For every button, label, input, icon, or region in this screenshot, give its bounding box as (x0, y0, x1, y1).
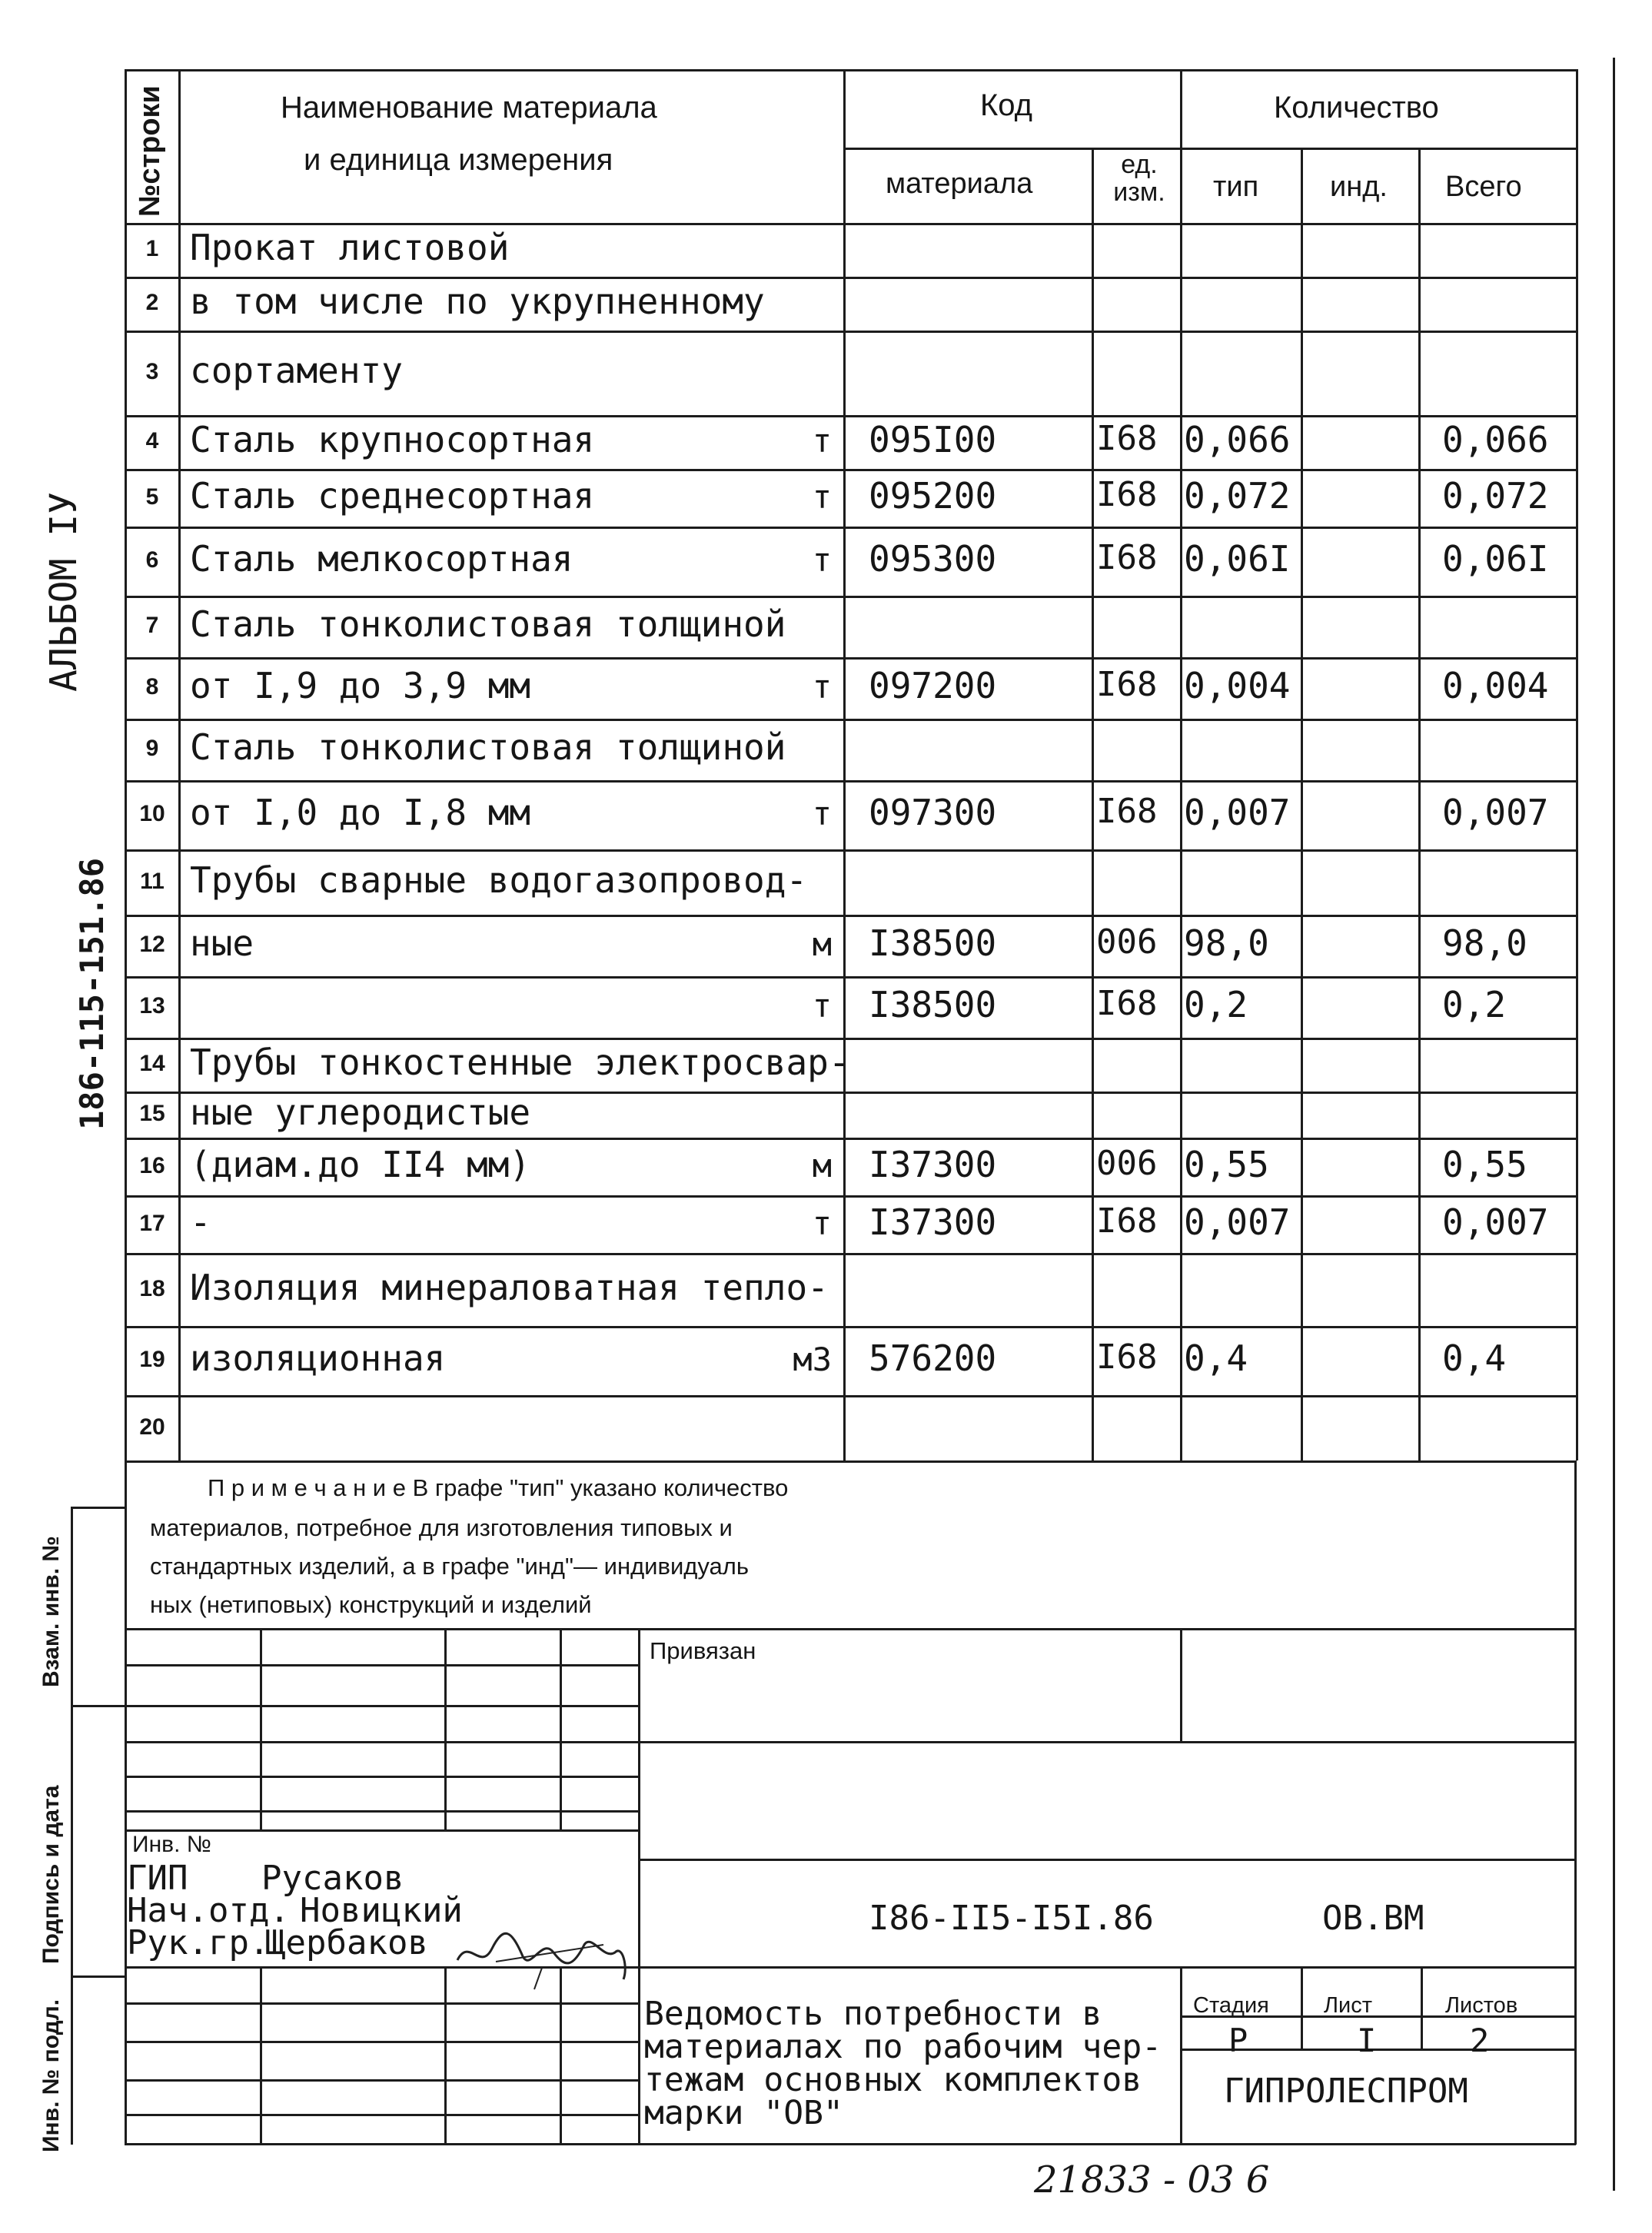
v-line (560, 1628, 562, 1829)
qty-type: 0,4 (1184, 1337, 1248, 1379)
material-code: I37300 (869, 1144, 997, 1185)
name-novitsky: Новицкий (300, 1891, 463, 1930)
material-code: 095200 (869, 475, 997, 517)
h-line (125, 1138, 1576, 1140)
material-code: I37300 (869, 1201, 997, 1243)
material-name: от I,0 до I,8 мм (190, 792, 531, 833)
row-number: 8 (145, 674, 159, 699)
row-number: 18 (139, 1276, 165, 1301)
unit-of-measure: т (812, 422, 832, 460)
header-code: Код (980, 88, 1033, 122)
material-name: Прокат листовой (190, 227, 510, 268)
sheets-label: Листов (1445, 1993, 1518, 2018)
row-number: 6 (145, 547, 159, 573)
unit-of-measure: т (812, 795, 832, 832)
name-rusakov: Русаков (261, 1859, 404, 1898)
h-line (638, 1859, 1574, 1861)
left-strip-outer (71, 1507, 73, 2145)
h-line (125, 719, 1576, 721)
material-name: в том числе по укрупненному (190, 281, 765, 322)
sheet-edge-line (1613, 58, 1615, 2191)
title-line-1: Ведомость потребности в (644, 1995, 1102, 2033)
album-label: АЛЬБОМ IУ (42, 491, 85, 692)
stage-value: Р (1228, 2022, 1248, 2059)
h-line (125, 1705, 638, 1707)
doc-mark: ОВ.ВМ (1322, 1899, 1424, 1938)
title-line-2: материалах по рабочим чер- (644, 2028, 1162, 2066)
row-number: 4 (145, 428, 159, 454)
note-line-3: стандартных изделий, а в графе "инд"— индивидуаль (150, 1553, 749, 1580)
h-line (71, 1975, 125, 1978)
h-line (125, 915, 1576, 917)
role-gip: ГИП (127, 1859, 188, 1898)
v-line (444, 1966, 447, 2145)
h-line (125, 331, 1576, 333)
qty-total: 0,004 (1442, 665, 1549, 706)
material-name: Трубы сварные водогазопровод- (190, 859, 808, 901)
strip-label-signature-date: Подпись и дата (38, 1785, 64, 1964)
row-number: 17 (139, 1211, 165, 1236)
qty-total: 0,2 (1442, 984, 1507, 1025)
row-number: 14 (139, 1051, 165, 1076)
qty-total: 0,007 (1442, 792, 1549, 833)
header-qty-ind: инд. (1330, 171, 1388, 203)
unit-code: I68 (1096, 1201, 1158, 1241)
h-line (125, 2114, 638, 2116)
qty-total: 0,066 (1442, 419, 1549, 460)
h-line (125, 2041, 638, 2043)
unit-code: I68 (1096, 665, 1158, 704)
row-number: 20 (139, 1414, 165, 1440)
qty-total: 0,007 (1442, 1201, 1549, 1243)
role-head-dept: Нач.отд. (127, 1891, 290, 1930)
row-number: 9 (145, 736, 159, 761)
row-number: 10 (139, 801, 165, 826)
row-number: 1 (145, 236, 159, 261)
h-line (125, 2002, 638, 2005)
qty-total: 0,06I (1442, 538, 1549, 580)
h-line (125, 277, 1576, 279)
frame-right-table (1576, 69, 1578, 1460)
h-line (125, 657, 1576, 660)
h-line (125, 1038, 1576, 1040)
h-line (638, 1741, 1574, 1743)
unit-of-measure: м (812, 1147, 832, 1185)
material-name: Сталь среднесортная (190, 475, 595, 517)
qty-total: 0,4 (1442, 1337, 1507, 1379)
qty-type: 0,004 (1184, 665, 1291, 706)
v-line (1180, 1966, 1182, 2145)
header-quantity: Количество (1274, 91, 1439, 125)
frame-left (125, 69, 127, 2145)
material-name: Сталь тонколистовая толщиной (190, 726, 786, 768)
row-number: 12 (139, 932, 165, 957)
h-line (125, 415, 1576, 417)
unit-of-measure: т (812, 478, 832, 516)
qty-type: 0,06I (1184, 538, 1291, 580)
qty-type: 0,2 (1184, 984, 1248, 1025)
row-number: 5 (145, 484, 159, 510)
v-line (1418, 148, 1421, 1460)
frame-right-stamp (1574, 1460, 1577, 2145)
inv-no-label: Инв. № (132, 1832, 211, 1857)
h-line (125, 1966, 1574, 1969)
material-name: Изоляция минераловатная тепло- (190, 1267, 829, 1308)
h-line (125, 1810, 638, 1813)
unit-code: 006 (1096, 922, 1158, 962)
qty-total: 98,0 (1442, 922, 1527, 964)
h-line (125, 1395, 1576, 1397)
unit-of-measure: м (812, 925, 832, 963)
material-code: I38500 (869, 922, 997, 964)
h-line (125, 780, 1576, 783)
unit-code: I68 (1096, 792, 1158, 831)
qty-type: 0,55 (1184, 1144, 1269, 1185)
material-name: сортаменту (190, 350, 403, 391)
title-line-3: тежам основных комплектов (644, 2061, 1142, 2099)
organization-name: ГИПРОЛЕСПРОМ (1224, 2072, 1468, 2111)
h-line (125, 596, 1576, 598)
unit-code: 006 (1096, 1144, 1158, 1183)
row-number: 11 (140, 869, 165, 894)
v-line (1092, 148, 1094, 1460)
name-shcherbakov: Щербаков (265, 1923, 428, 1962)
doc-code-vertical: 186-115-151.86 (73, 857, 111, 1130)
role-group-lead: Рук.гр. (127, 1923, 270, 1962)
material-code: 095I00 (869, 419, 997, 460)
v-line (260, 1966, 262, 2145)
v-line (560, 1966, 562, 2145)
h-line (125, 1628, 1574, 1630)
h-line (125, 1326, 1576, 1328)
signature (450, 1914, 634, 1991)
qty-type: 0,007 (1184, 1201, 1291, 1243)
h-line (125, 1195, 1576, 1198)
row-number: 16 (139, 1153, 165, 1178)
material-name: изоляционная (190, 1337, 446, 1379)
material-code: 095300 (869, 538, 997, 580)
row-number: 13 (139, 993, 165, 1018)
privyazan-label: Привязан (650, 1637, 756, 1664)
note-line-1: П р и м е ч а н и е В графе "тип" указано количество (208, 1474, 789, 1501)
v-line (1301, 148, 1303, 1460)
material-name: ные (190, 922, 254, 964)
unit-of-measure: т (812, 668, 832, 706)
unit-code: I68 (1096, 984, 1158, 1023)
frame-top (125, 69, 1576, 71)
row-number: 15 (139, 1101, 165, 1126)
note-line-4: ных (нетиповых) конструкций и изделий (150, 1591, 592, 1618)
h-line (125, 2079, 638, 2082)
h-line (125, 223, 1576, 225)
material-code: 097300 (869, 792, 997, 833)
qty-total: 0,072 (1442, 475, 1549, 517)
unit-of-measure: м3 (793, 1341, 832, 1378)
sheets-value: 2 (1470, 2022, 1490, 2059)
header-row-number: №строки (134, 85, 166, 217)
v-line (260, 1628, 262, 1829)
h-line (125, 849, 1576, 852)
header-code-unit: ед. изм. (1113, 150, 1165, 207)
sheet-value: I (1357, 2022, 1377, 2059)
v-line (1421, 1966, 1423, 2049)
unit-code: I68 (1096, 1337, 1158, 1377)
h-line (125, 469, 1576, 471)
handwritten-number: 21833 - 03 6 (1034, 2158, 1270, 2201)
material-name: Сталь мелкосортная (190, 538, 573, 580)
v-line (1301, 1966, 1303, 2049)
frame-bottom (125, 2143, 1576, 2145)
material-name: Сталь крупносортная (190, 419, 595, 460)
material-name: (диам.до II4 мм) (190, 1144, 531, 1185)
qty-total: 0,55 (1442, 1144, 1527, 1185)
v-line (638, 1628, 640, 2145)
h-line (843, 148, 1576, 150)
unit-of-measure: т (812, 987, 832, 1025)
header-qty-type: тип (1213, 171, 1259, 203)
note-line-2: материалов, потребное для изготовления типовых и (150, 1514, 733, 1541)
unit-code: I68 (1096, 538, 1158, 577)
qty-type: 98,0 (1184, 922, 1269, 964)
unit-code: I68 (1096, 475, 1158, 514)
sheet-label: Лист (1324, 1993, 1373, 2018)
h-line (125, 1741, 638, 1743)
doc-number: I86-II5-I5I.86 (869, 1899, 1154, 1938)
material-name: Сталь тонколистовая толщиной (190, 603, 786, 645)
header-qty-total: Всего (1445, 171, 1522, 203)
header-name-line1: Наименование материала (281, 91, 657, 125)
row-number: 7 (145, 613, 159, 638)
strip-label-replace-inv: Взам. инв. № (38, 1536, 64, 1687)
h-line (125, 1776, 638, 1778)
row-number: 2 (145, 290, 159, 315)
material-code: 097200 (869, 665, 997, 706)
unit-of-measure: т (812, 541, 832, 579)
h-line (125, 976, 1576, 979)
strip-label-inv-original: Инв. № подл. (38, 1999, 64, 2152)
h-line (125, 1253, 1576, 1255)
unit-code: I68 (1096, 419, 1158, 458)
title-line-4: марки "ОВ" (644, 2094, 843, 2132)
qty-type: 0,072 (1184, 475, 1291, 517)
h-line (71, 1507, 125, 1509)
unit-of-measure: т (812, 1205, 832, 1242)
row-number: 3 (145, 359, 159, 384)
h-line (71, 1705, 125, 1707)
material-name: - (190, 1201, 211, 1243)
header-name-line2: и единица измерения (304, 143, 613, 177)
qty-type: 0,007 (1184, 792, 1291, 833)
h-line (125, 527, 1576, 529)
v-line (444, 1628, 447, 1829)
material-name: Трубы тонкостенные электросвар- (190, 1042, 850, 1083)
qty-type: 0,066 (1184, 419, 1291, 460)
h-line (125, 1460, 1576, 1463)
material-name: ные углеродистые (190, 1092, 531, 1133)
header-code-material: материала (886, 168, 1033, 200)
material-code: 576200 (869, 1337, 997, 1379)
material-code: I38500 (869, 984, 997, 1025)
material-name: от I,9 до 3,9 мм (190, 665, 531, 706)
v-line (1180, 1628, 1182, 1741)
h-line (125, 1664, 638, 1666)
stage-label: Стадия (1193, 1993, 1269, 2018)
row-number: 19 (139, 1347, 165, 1372)
